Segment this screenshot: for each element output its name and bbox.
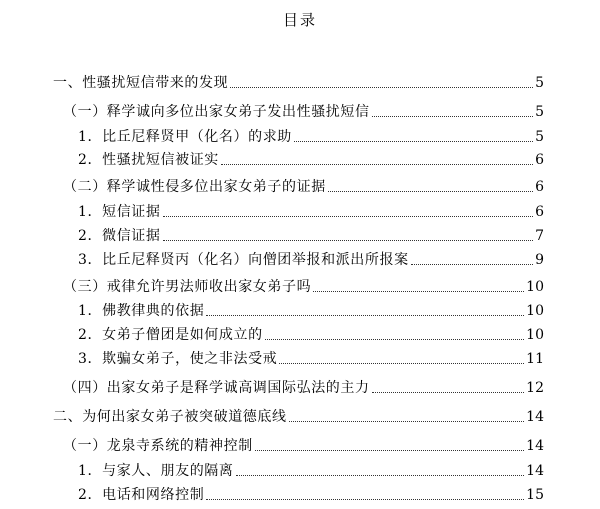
- toc-entry-title: 二、为何出家女弟子被突破道德底线: [53, 409, 287, 425]
- toc-entry[interactable]: [78, 225, 544, 245]
- toc-entry-title: 3．比丘尼释贤丙（化名）向僧团举报和派出所报案: [78, 252, 409, 268]
- toc-entry-page: 10: [526, 327, 544, 343]
- toc-entry[interactable]: [78, 348, 544, 368]
- dot-leader: [230, 87, 533, 88]
- dot-leader: [163, 216, 534, 217]
- dot-leader: [221, 164, 533, 165]
- toc-entry[interactable]: [63, 377, 544, 397]
- dot-leader: [255, 450, 524, 451]
- dot-leader: [279, 363, 524, 364]
- toc-entry-title: （二）释学诚性侵多位出家女弟子的证据: [63, 179, 326, 195]
- toc-entry-page: 7: [535, 228, 544, 244]
- dot-leader: [206, 499, 524, 500]
- toc-entry-title: （一）释学诚向多位出家女弟子发出性骚扰短信: [63, 104, 370, 120]
- toc-entry-page: 6: [535, 179, 544, 195]
- toc-entry[interactable]: [78, 484, 544, 504]
- dot-leader: [265, 339, 524, 340]
- dot-leader: [206, 315, 524, 316]
- toc-entry[interactable]: [78, 460, 544, 480]
- toc-entry-title: （四）出家女弟子是释学诚高调国际弘法的主力: [63, 380, 370, 396]
- toc-entry-page: 11: [526, 351, 544, 367]
- toc-entry-title: 2．电话和网络控制: [78, 487, 205, 503]
- dot-leader: [411, 264, 533, 265]
- toc-entry-title: （一）龙泉寺系统的精神控制: [63, 438, 253, 454]
- toc-entry[interactable]: [78, 149, 544, 169]
- toc-entry-title: 3．欺骗女弟子，使之非法受戒: [78, 351, 278, 367]
- toc-entry[interactable]: [78, 249, 544, 269]
- toc-entry-title: 一、性骚扰短信带来的发现: [53, 75, 229, 91]
- toc-entry[interactable]: [78, 324, 544, 344]
- toc-entry[interactable]: [78, 300, 544, 320]
- page-title: 目录: [282, 11, 317, 29]
- dot-leader: [313, 291, 524, 292]
- toc-entry-page: 6: [535, 204, 544, 220]
- toc-entry-title: 1．比丘尼释贤甲（化名）的求助: [78, 129, 292, 145]
- toc-entry-page: 5: [535, 129, 544, 145]
- dot-leader: [294, 141, 533, 142]
- toc-entry[interactable]: [78, 126, 544, 146]
- dot-leader: [372, 116, 533, 117]
- toc-entry-title: 1．短信证据: [78, 204, 161, 220]
- toc-entry-title: 1．与家人、朋友的隔离: [78, 463, 234, 479]
- dot-leader: [328, 191, 533, 192]
- toc-entry-page: 5: [535, 104, 544, 120]
- dot-leader: [236, 475, 525, 476]
- toc-entry-title: 2．性骚扰短信被证实: [78, 152, 219, 168]
- toc-entry[interactable]: [63, 176, 544, 196]
- toc-entry-page: 5: [535, 75, 544, 91]
- toc-entry-page: 10: [526, 279, 544, 295]
- dot-leader: [163, 240, 534, 241]
- toc-entry-title: （三）戒律允许男法师收出家女弟子吗: [63, 279, 312, 295]
- toc-entry[interactable]: [63, 101, 544, 121]
- toc-entry-page: 6: [535, 152, 544, 168]
- toc-entry-title: 2．女弟子僧团是如何成立的: [78, 327, 263, 343]
- toc-entry-title: 1．佛教律典的依据: [78, 303, 205, 319]
- toc-entry-title: 2．微信证据: [78, 228, 161, 244]
- dot-leader: [289, 421, 525, 422]
- toc-entry-page: 10: [526, 303, 544, 319]
- toc-entry-page: 12: [526, 380, 544, 396]
- dot-leader: [372, 392, 525, 393]
- toc-entry[interactable]: [53, 72, 544, 92]
- toc-entry[interactable]: [53, 406, 544, 426]
- toc-entry[interactable]: [63, 435, 544, 455]
- toc-entry[interactable]: [78, 201, 544, 221]
- toc-entry-page: 15: [526, 487, 544, 503]
- toc-entry[interactable]: [63, 276, 544, 296]
- toc-entry-page: 9: [535, 252, 544, 268]
- toc-entry-page: 14: [526, 438, 544, 454]
- toc-entry-page: 14: [526, 463, 544, 479]
- toc-entry-page: 14: [526, 409, 544, 425]
